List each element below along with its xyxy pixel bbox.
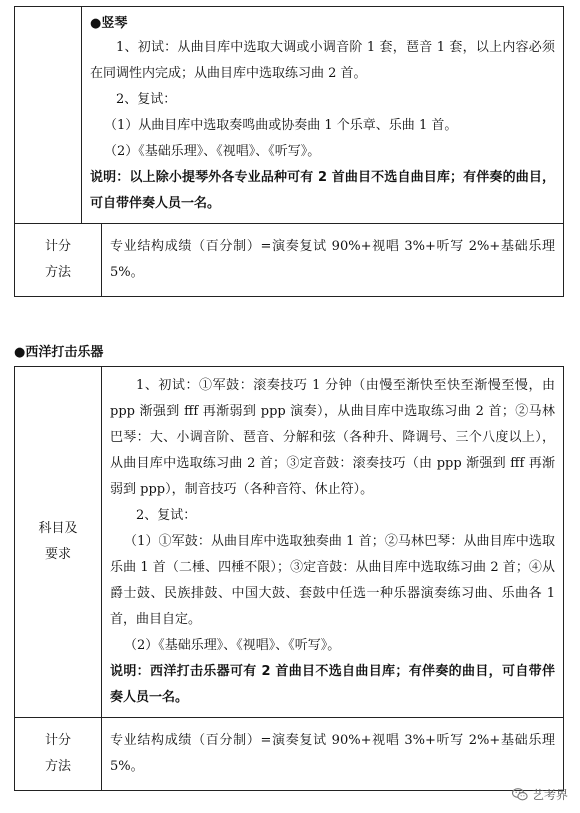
percussion-requirements-row — [15, 367, 563, 717]
percussion-section-title: ●西洋打击乐器 — [14, 345, 104, 360]
harp-retest-heading: 2、复试： — [116, 92, 177, 107]
harp-requirements-row — [15, 7, 563, 223]
harp-preliminary-text: 1、初试：从曲目库中选取大调或小调音阶 1 套，琶音 1 套，以上内容必须在同调性内完成；从曲目库中选取练习曲 2 首。 — [90, 40, 555, 81]
harp-score-cell — [102, 224, 563, 296]
percussion-score-label — [15, 718, 102, 790]
harp-note: 说明：以上除小提琴外各专业品种可有 2 首曲目不选自曲目库；有伴奏的曲目，可自带伴奏人员一名。 — [90, 170, 555, 211]
percussion-retest-item-2: （2）《基础乐理》、《视唱》、《听写》。 — [124, 638, 341, 653]
harp-section-title: ●竖琴 — [90, 16, 128, 31]
percussion-retest-heading: 2、复试： — [136, 508, 197, 523]
harp-retest-item-1: （1）从曲目库中选取奏鸣曲或协奏曲 1 个乐章、乐曲 1 首。 — [104, 118, 458, 133]
percussion-label-text: 科目及要求 — [38, 521, 78, 562]
harp-label-cell — [15, 7, 82, 223]
percussion-score-row — [15, 717, 563, 790]
percussion-label-cell — [15, 367, 102, 717]
percussion-note: 说明：西洋打击乐器可有 2 首曲目不选自曲目库；有伴奏的曲目，可自带伴奏人员一名。 — [110, 664, 555, 705]
harp-score-label — [15, 224, 102, 296]
percussion-retest-item-1: （1）①军鼓：从曲目库中选取独奏曲 1 首；②马林巴琴：从曲目库中选取乐曲 1 首（二棰、四棰不限）；③定音鼓：从曲目库中选取练习曲 2 首；④从爵士鼓、民族排鼓、中国大鼓、套鼓中任选一种乐器演奏练习曲、乐曲各 1 首，曲目自定。 — [110, 534, 555, 627]
harp-retest-item-2: （2）《基础乐理》、《视唱》、《听写》。 — [104, 144, 321, 159]
harp-score-text: 专业结构成绩（百分制）=演奏复试 90%+视唱 3%+听写 2%+基础乐理 5%。 — [110, 239, 555, 280]
harp-score-label-text: 计分方法 — [44, 239, 71, 280]
percussion-score-cell — [102, 718, 563, 790]
percussion-preliminary-text: 1、初试：①军鼓：滚奏技巧 1 分钟（由慢至渐快至快至渐慢至慢，由 ppp 渐强到 fff 再渐弱到 ppp 演奏），从曲目库中选取练习曲 2 首；②马林巴琴：大、小调音阶、琶音、分解和弦（各种升、降调号、三个八度以上），从曲目库中选取练习曲 2 首；③定音鼓：滚奏技巧（由 ppp 渐强到 fff 再渐弱到 ppp），制音技巧（各种音符、休止符）。 — [110, 378, 555, 497]
watermark-text: 艺考界 — [531, 788, 568, 802]
watermark — [512, 786, 568, 803]
harp-score-row — [15, 223, 563, 296]
wechat-icon — [512, 788, 528, 801]
percussion-score-text: 专业结构成绩（百分制）=演奏复试 90%+视唱 3%+听写 2%+基础乐理 5%。 — [110, 733, 555, 774]
percussion-heading-wrap — [14, 342, 564, 364]
percussion-content-cell — [102, 367, 563, 717]
harp-content-cell — [82, 7, 563, 223]
percussion-table — [14, 366, 564, 791]
harp-table — [14, 6, 564, 297]
percussion-score-label-text: 计分方法 — [44, 733, 71, 774]
